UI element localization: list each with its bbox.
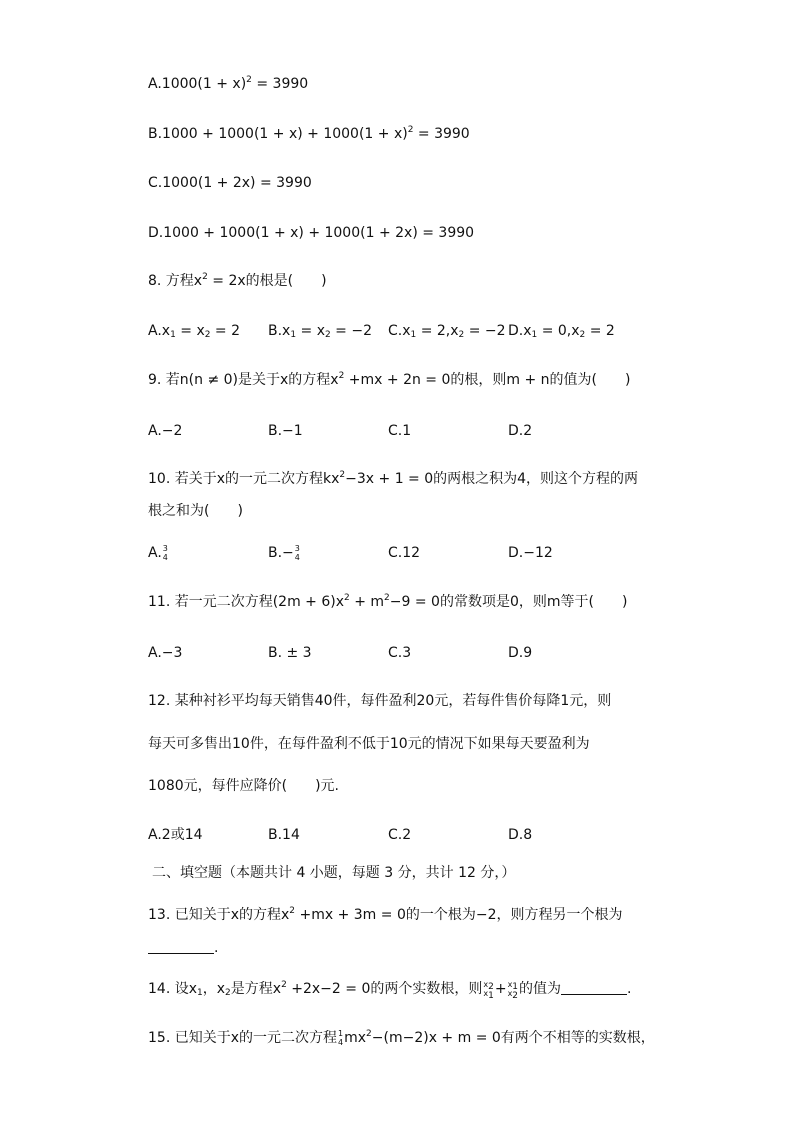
section-heading-fill-blank: 二、填空题（本题共计 4 小题，每题 3 分，共计 12 分，） [152, 865, 516, 881]
q7-option-d: D.1000 + 1000(1 + x) + 1000(1 + 2x) = 3990 [148, 225, 475, 241]
q10-stem-line2: 根之和为( ) [148, 503, 243, 519]
q10-stem-line1: 10. 若关于x的一元二次方程$kx^2-3x + 1 = 0$的两根之积为4，则这个方程的两 [148, 470, 639, 487]
q10-option-b: B.− 3 4 [268, 544, 300, 562]
q8-option-c: $C.x_1 = 2,x_2 = -2$ [388, 323, 506, 340]
q13-stem-line1: 13. 已知关于x的方程$x^2 +mx + 3m = 0$的一个根为−2，则方程另一个根为 [148, 906, 623, 923]
q13-period: . [214, 940, 219, 956]
q14-stem: 14. 设$x_1$，$x_2$是方程$x^2 +2x-2 = 0$的两个实数根，则 $x_2$ $x_1$ + $x_1$ $x_2$ 的值为 . [148, 980, 632, 1001]
q7-option-c: C.1000(1 + 2x) = 3990 [148, 175, 312, 191]
q9-stem: 9. 若n(n ≠ 0)是关于x的方程$x^2 +mx + 2n = 0$的根，则m + n的值为( ) [148, 371, 631, 388]
q9-option-a: A.−2 [148, 423, 183, 439]
q9-option-d: D.2 [508, 423, 533, 439]
q12-stem-line2: 每天可多售出10件，在每件盈利不低于10元的情况下如果每天要盈利为 [148, 736, 590, 752]
q9-option-c: C.1 [388, 423, 412, 439]
q12-option-c: C.2 [388, 827, 412, 843]
q11-option-b: B. ± 3 [268, 645, 312, 661]
q8-option-b: $B.x_1 = x_2 = -2$ [268, 323, 373, 340]
q12-option-a: A.2或14 [148, 827, 203, 843]
q8-stem: 8. 方程$x^2 = 2x$的根是( ) [148, 272, 327, 289]
q7-option-a: $A.1000(1 + x)^2 = 3990$ [148, 75, 309, 92]
q8-option-d: $D.x_1 = 0,x_2 = 2$ [508, 323, 615, 340]
q10-option-d: D.−12 [508, 545, 553, 561]
q11-option-d: D.9 [508, 645, 533, 661]
q12-option-b: B.14 [268, 827, 300, 843]
q10-option-c: C.12 [388, 545, 421, 561]
q11-option-a: A.−3 [148, 645, 183, 661]
q8-option-a: $A.x_1 = x_2 = 2$ [148, 323, 241, 340]
q15-stem: 15. 已知关于x的一元二次方程 1 4 $mx^2-(m-2)x + m = 0$有两个不相等的实数根， [148, 1029, 655, 1047]
q11-stem: 11. 若一元二次方程$(2m + 6)x^2 + m^2-9 = 0$的常数项是0，则m等于( ) [148, 593, 628, 610]
answer-blank [148, 940, 214, 954]
q11-option-c: C.3 [388, 645, 412, 661]
answer-blank [561, 981, 627, 995]
q9-option-b: B.−1 [268, 423, 303, 439]
q7-option-b: $B.1000 + 1000(1 + x) + 1000(1 + x)^2 = 3990$ [148, 125, 470, 142]
q12-option-d: D.8 [508, 827, 533, 843]
q10-option-a: A. 3 4 [148, 544, 168, 562]
q12-stem-line3: 1080元，每件应降价( )元. [148, 778, 340, 794]
q12-stem-line1: 12. 某种衬衫平均每天销售40件，每件盈利20元，若每件售价每降1元，则 [148, 693, 612, 709]
q13-stem-line2 [148, 938, 218, 958]
